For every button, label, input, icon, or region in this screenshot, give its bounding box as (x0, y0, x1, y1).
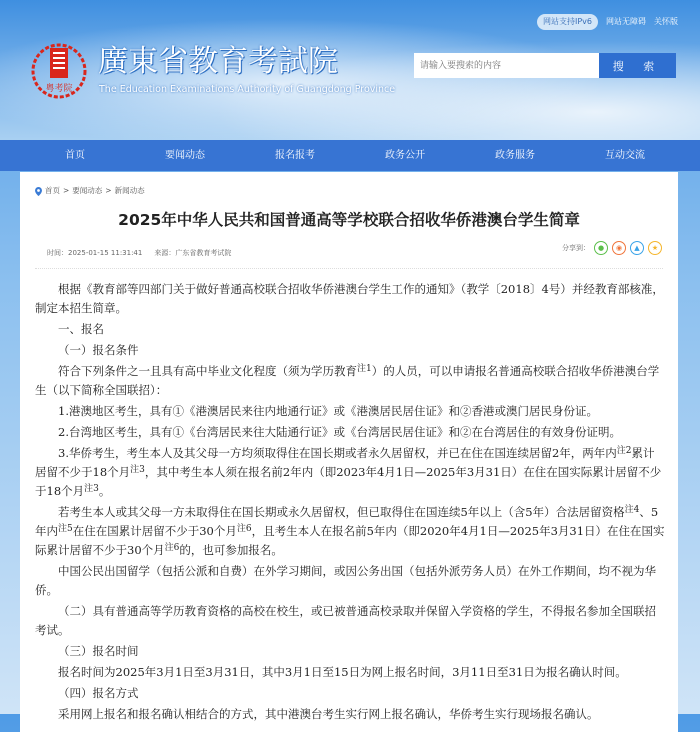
weibo-icon[interactable]: ◉ (612, 241, 626, 255)
article-paragraph (35, 562, 665, 600)
paragraph-text: 若考生本人或其父母一方未取得住在国长期或永久居留权，但已取得住在国连续5年以上（含5年）合法居留资格 (58, 505, 625, 519)
paragraph-text: 3.华侨考生，考生本人及其父母一方均须取得住在国长期或者永久居留权，并已在住在国连续居留2年，两年内 (58, 446, 617, 460)
article-title: 2025年中华人民共和国普通高等学校联合招收华侨港澳台学生简章 (118, 211, 580, 229)
article-paragraph (35, 444, 665, 501)
article-paragraph (35, 663, 665, 682)
site-name-en: The Education Examinations Authority of Guangdong Province (99, 84, 396, 95)
search-button[interactable]: 搜 索 (599, 53, 676, 78)
paragraph-text: ）的人员，可以申请报名普通高校联合招收华侨港澳台学生（以下简称全国联招）： (35, 364, 660, 397)
paragraph-text: 、5年内 (35, 505, 659, 538)
breadcrumb-news[interactable]: 要闻动态 (72, 186, 103, 195)
paragraph-text: 采用网上报名和报名确认相结合的方式，其中港澳台考生实行网上报名确认，华侨考生实行现场报名确认。 (58, 707, 599, 721)
paragraph-text: （三）报名时间 (58, 644, 139, 658)
paragraph-text: 一、报名 (58, 322, 104, 336)
nav-services[interactable]: 政务服务 (495, 150, 535, 161)
paragraph-text: 根据《教育部等四部门关于做好普通高校联合招收华侨港澳台学生工作的通知》（教学〔2018〕4号）并经教育部核准，制定本招生简章。 (35, 282, 664, 315)
footnote-ref: 注4 (624, 505, 640, 515)
share-label: 分享到： (562, 244, 590, 252)
article-meta (47, 248, 231, 258)
header-banner (0, 0, 700, 140)
article-paragraph (35, 402, 665, 421)
article-body (35, 280, 665, 726)
top-links (537, 14, 678, 30)
paragraph-text: 报名时间为2025年3月1日至3月31日，其中3月1日至15日为网上报名时间，3月11日至31日为报名确认时间。 (58, 665, 627, 679)
paragraph-text: 符合下列条件之一且具有高中毕业文化程度（须为学历教育 (58, 364, 357, 378)
site-logo-icon[interactable] (30, 42, 88, 100)
footnote-ref: 注1 (357, 364, 372, 374)
site-name: 廣東省教育考試院 (98, 44, 338, 79)
divider (35, 268, 663, 269)
article-paragraph (35, 423, 665, 442)
breadcrumb-news-updates[interactable]: 新闻动态 (114, 186, 145, 195)
paragraph-text: 在住在国累计居留不少于30个月 (72, 524, 237, 538)
footnote-ref: 注5 (58, 524, 73, 534)
nav-government-affairs[interactable]: 政务公开 (385, 150, 425, 161)
paragraph-text: 中国公民出国留学（包括公派和自费）在外学习期间，或因公务出国（包括外派劳务人员）在外工作期间，均不视为华侨。 (35, 564, 656, 597)
nav-interaction[interactable]: 互动交流 (605, 150, 645, 161)
nav-registration[interactable]: 报名报考 (275, 150, 315, 161)
article-paragraph (35, 280, 665, 318)
footnote-ref: 注3 (130, 465, 145, 475)
breadcrumb-separator: > (63, 186, 70, 195)
article-paragraph (35, 362, 665, 400)
footnote-ref: 注2 (616, 446, 632, 456)
search-input[interactable] (414, 53, 599, 78)
paragraph-text: （一）报名条件 (58, 343, 139, 357)
footnote-ref: 注3 (84, 484, 99, 494)
footnote-ref: 注6 (164, 543, 180, 553)
paragraph-text: ，其中考生本人须在报名前2年内（即2023年4月1日—2025年3月31日）在住在国实际累计居留不少于18个月 (35, 465, 662, 498)
breadcrumb-separator: > (105, 186, 112, 195)
article-card (20, 172, 678, 732)
paragraph-text: 。 (98, 484, 111, 498)
breadcrumb (35, 186, 145, 196)
search-bar (414, 53, 676, 78)
care-mode-link[interactable]: 关怀版 (654, 17, 678, 26)
main-nav (0, 140, 700, 171)
article-paragraph (35, 602, 665, 640)
nav-home[interactable]: 首页 (65, 150, 85, 161)
paragraph-text: 累计居留不少于18个月 (35, 446, 655, 479)
publish-time: 时间：2025-01-15 11:31:41 (47, 249, 143, 257)
article-paragraph (35, 503, 665, 560)
accessibility-link[interactable]: 网站无障碍 (606, 17, 646, 26)
paragraph-text: 2.台湾地区考生，具有①《台湾居民来往大陆通行证》或《台湾居民居住证》和②在台湾居住的有效身份证明。 (58, 425, 621, 439)
article-source: 来源：广东省教育考试院 (154, 249, 232, 257)
article-paragraph (35, 642, 665, 661)
location-pin-icon (35, 187, 42, 196)
share-bar (562, 241, 662, 255)
qq-icon[interactable]: ▲ (630, 241, 644, 255)
logo-text: 粤考院 (45, 84, 73, 94)
paragraph-text: 1.港澳地区考生，具有①《港澳居民来往内地通行证》或《港澳居民居住证》和②香港或澳门居民身份证。 (58, 404, 598, 418)
footnote-ref: 注6 (236, 524, 252, 534)
paragraph-text: （二）具有普通高等学历教育资格的高校在校生，或已被普通高校录取并保留入学资格的学生，不得报名参加全国联招考试。 (35, 604, 656, 637)
ipv6-badge[interactable]: 网站支持IPv6 (537, 14, 598, 30)
article-paragraph (35, 684, 665, 703)
article-paragraph (35, 341, 665, 360)
qzone-icon[interactable]: ★ (648, 241, 662, 255)
wechat-icon[interactable]: ● (594, 241, 608, 255)
article-paragraph (35, 320, 665, 339)
nav-news[interactable]: 要闻动态 (165, 150, 205, 161)
paragraph-text: ，且考生本人在报名前5年内（即2020年4月1日—2025年3月31日）在住在国实际累计居留不少于30个月 (35, 524, 665, 557)
paragraph-text: 的，也可参加报名。 (179, 543, 283, 557)
article-paragraph (35, 705, 665, 724)
paragraph-text: （四）报名方式 (58, 686, 139, 700)
breadcrumb-home[interactable]: 首页 (45, 186, 60, 195)
